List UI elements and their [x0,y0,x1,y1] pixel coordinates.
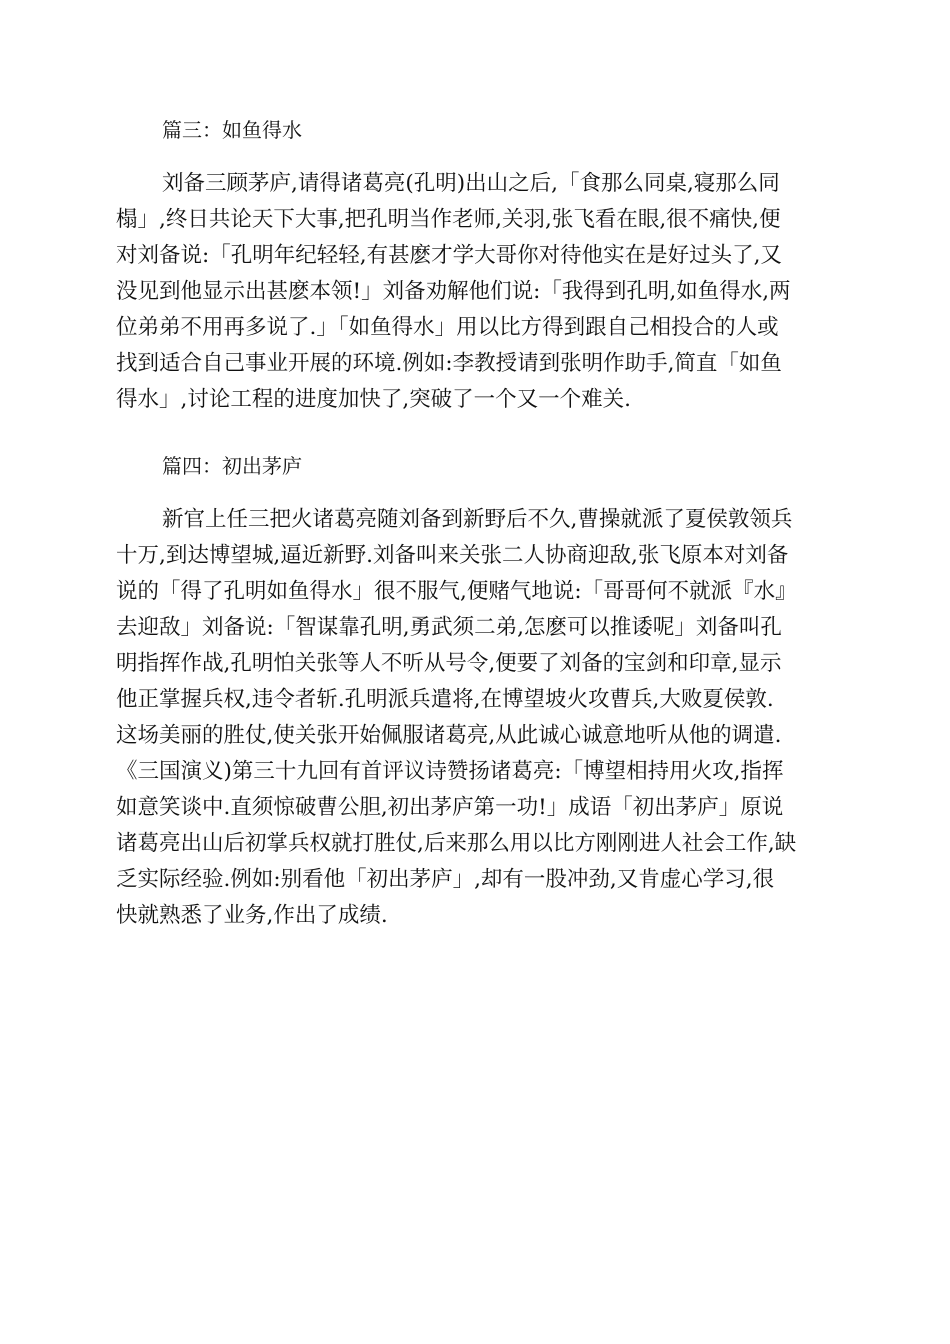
paragraph-line: 找到适合自己事业开展的环境.例如:李教授请到张明作助手,简直「如鱼 [116,351,782,376]
paragraph-line: 《三国演义)第三十九回有首评议诗赞扬诸葛亮:「博望相持用火攻,指挥 [116,759,784,784]
paragraph-line: 新官上任三把火诸葛亮随刘备到新野后不久,曹操就派了夏侯敦领兵 [162,507,793,532]
paragraph-line: 去迎敌」刘备说:「智谋靠孔明,勇武须二弟,怎麽可以推诿呢」刘备叫孔 [116,615,782,640]
paragraph-line: 十万,到达博望城,逼近新野.刘备叫来关张二人协商迎敌,张飞原本对刘备 [116,543,789,568]
paragraph-line: 这场美丽的胜仗,使关张开始佩服诸葛亮,从此诚心诚意地听从他的调遣. [116,723,782,748]
paragraph-line: 刘备三顾茅庐,请得诸葛亮(孔明)出山之后,「食那么同桌,寝那么同 [162,171,780,196]
paragraph-line: 明指挥作战,孔明怕关张等人不听从号令,便要了刘备的宝剑和印章,显示 [116,651,782,676]
paragraph-line: 对刘备说:「孔明年纪轻轻,有甚麽才学大哥你对待他实在是好过头了,又 [116,243,782,268]
paragraph-line: 位弟弟不用再多说了.」「如鱼得水」用以比方得到跟自己相投合的人或 [116,315,779,340]
paragraph-line: 得水」,讨论工程的进度加快了,突破了一个又一个难关. [116,387,632,412]
paragraph-line: 说的「得了孔明如鱼得水」很不服气,便赌气地说:「哥哥何不就派『水』 [116,579,797,604]
paragraph-line: 榻」,终日共论天下大事,把孔明当作老师,关羽,张飞看在眼,很不痛快,便 [116,207,781,232]
paragraph-line: 快就熟悉了业务,作出了成绩. [116,903,388,928]
section-body-3 [116,166,836,418]
section-body-4 [116,502,836,934]
paragraph-line: 诸葛亮出山后初掌兵权就打胜仗,后来那么用以比方刚刚进人社会工作,缺 [116,831,797,856]
paragraph-line: 乏实际经验.例如:别看他「初出茅庐」,却有一股冲劲,又肯虚心学习,很 [116,867,775,892]
paragraph-line: 没见到他显示出甚麽本领!」刘备劝解他们说:「我得到孔明,如鱼得水,两 [116,279,791,304]
section-heading-3: 篇三：如鱼得水 [162,118,302,142]
section-heading-4: 篇四：初出茅庐 [162,454,302,478]
paragraph-line: 如意笑谈中.直须惊破曹公胆,初出茅庐第一功!」成语「初出茅庐」原说 [116,795,784,820]
paragraph-line: 他正掌握兵权,违令者斩.孔明派兵遣将,在博望坡火攻曹兵,大败夏侯敦. [116,687,774,712]
